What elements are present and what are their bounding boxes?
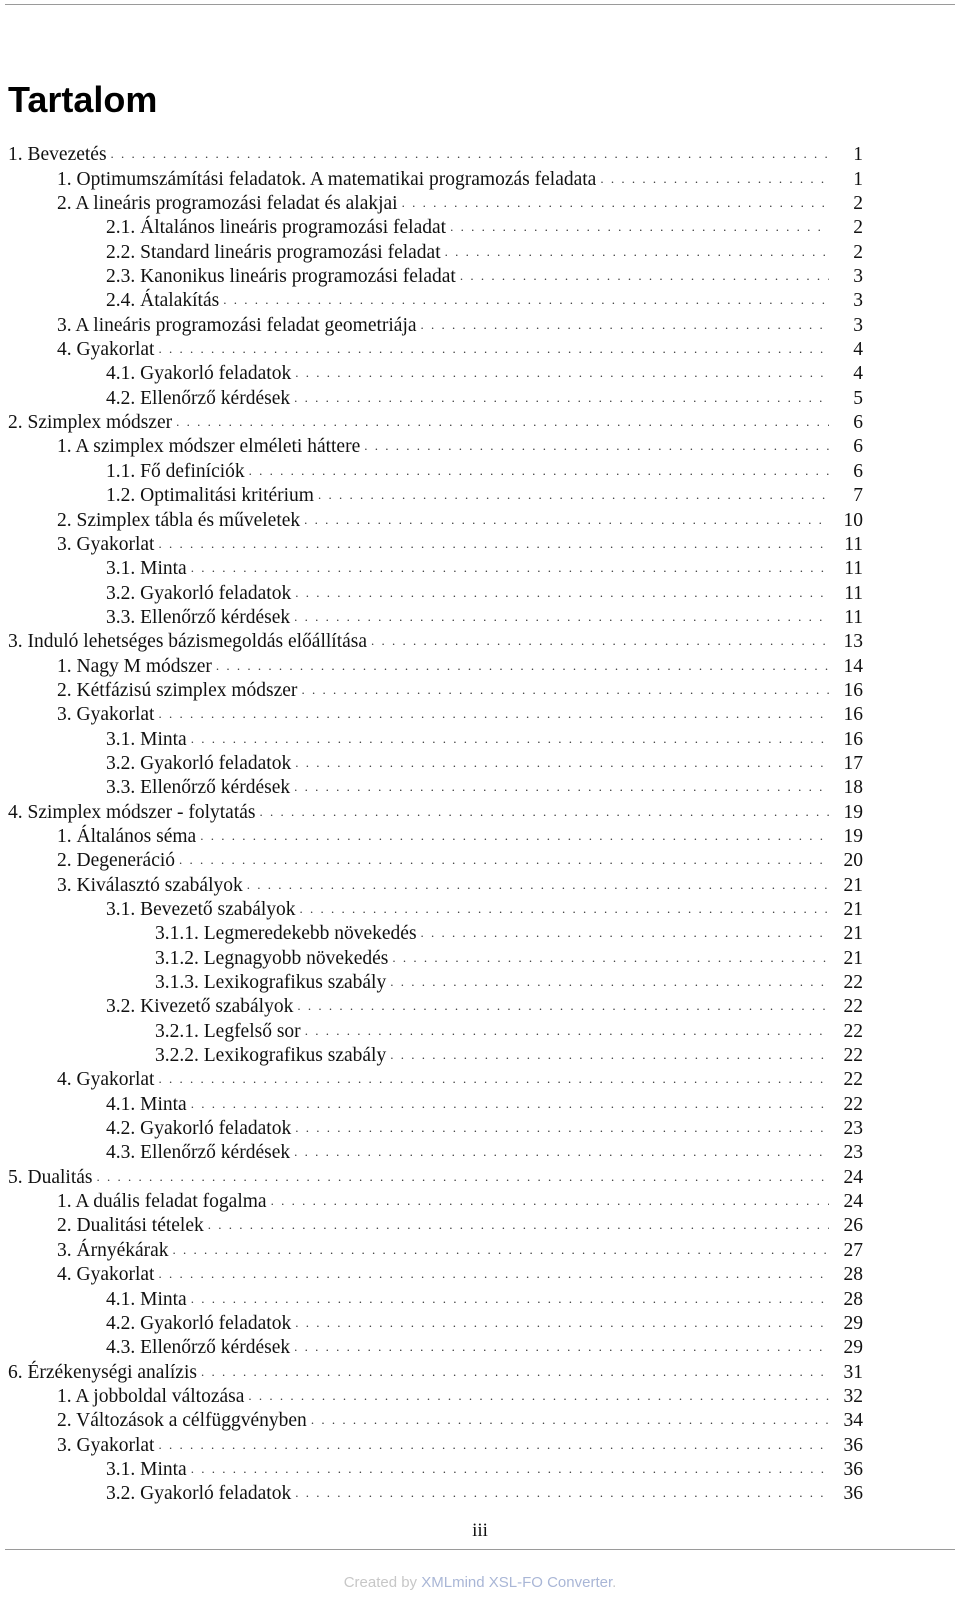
- toc-entry-label[interactable]: 3. Árnyékárak: [57, 1239, 169, 1261]
- toc-entry-page[interactable]: 31: [843, 1361, 863, 1383]
- toc-entry-label[interactable]: 3. A lineáris programozási feladat geometriája: [57, 314, 417, 336]
- footer-credit: [0, 1574, 960, 1591]
- toc-entry-label[interactable]: 3. Gyakorlat: [57, 704, 155, 726]
- toc-leader-dots: [421, 925, 829, 941]
- toc-entry-label[interactable]: 3.1. Minta: [106, 558, 187, 580]
- toc-entry-page[interactable]: 1: [853, 168, 863, 190]
- toc-entry-label[interactable]: 1. Általános séma: [57, 825, 197, 847]
- toc-entry[interactable]: [8, 1384, 863, 1408]
- toc-entry-page[interactable]: 22: [843, 1020, 863, 1042]
- toc-entry-page[interactable]: 5: [853, 387, 863, 409]
- toc-entry-page[interactable]: 17: [843, 752, 863, 774]
- toc-entry[interactable]: [8, 1432, 863, 1456]
- toc-entry[interactable]: [8, 458, 863, 482]
- toc-entry-label[interactable]: 3.3. Ellenőrző kérdések: [106, 606, 291, 628]
- toc-entry-page[interactable]: 6: [853, 436, 863, 458]
- toc-leader-dots: [158, 706, 829, 722]
- toc-entry-page[interactable]: 11: [844, 558, 863, 580]
- toc-entry-page[interactable]: 16: [843, 704, 863, 726]
- toc-entry-label[interactable]: 2. A lineáris programozási feladat és alakjai: [57, 193, 398, 215]
- toc-leader-dots: [96, 1169, 829, 1185]
- toc-entry-page[interactable]: 21: [843, 874, 863, 896]
- toc-leader-dots: [247, 877, 829, 893]
- toc-entry-label[interactable]: 1. A duális feladat fogalma: [57, 1191, 267, 1213]
- toc-leader-dots: [294, 390, 829, 406]
- toc-leader-dots: [294, 1339, 829, 1355]
- toc-entry-page[interactable]: 27: [843, 1239, 863, 1261]
- toc-entry[interactable]: [8, 848, 863, 872]
- toc-entry[interactable]: [8, 653, 863, 677]
- toc-entry-label[interactable]: 4.2. Gyakorló feladatok: [106, 1312, 292, 1334]
- toc-entry-page[interactable]: 14: [843, 655, 863, 677]
- toc-leader-dots: [216, 658, 829, 674]
- toc-entry[interactable]: [8, 410, 863, 434]
- toc-entry-page[interactable]: 21: [843, 899, 863, 920]
- toc-leader-dots: [158, 536, 829, 552]
- toc-entry[interactable]: [8, 872, 863, 896]
- toc-entry-label[interactable]: 4. Szimplex módszer - folytatás: [8, 801, 256, 823]
- toc-leader-dots: [176, 414, 829, 430]
- toc-leader-dots: [295, 1120, 829, 1136]
- toc-entry-page[interactable]: 4: [853, 363, 863, 385]
- toc-leader-dots: [295, 585, 829, 601]
- toc-entry[interactable]: [8, 994, 863, 1018]
- toc-entry[interactable]: [8, 1359, 863, 1383]
- toc-leader-dots: [390, 974, 829, 990]
- toc-entry[interactable]: [8, 751, 863, 775]
- toc-entry-label[interactable]: 1. Bevezetés: [8, 144, 107, 166]
- toc-entry[interactable]: [8, 897, 863, 921]
- page-number: iii: [472, 1520, 488, 1541]
- toc-entry[interactable]: [8, 1164, 863, 1188]
- toc-entry-label[interactable]: 3.2.2. Lexikografikus szabály: [155, 1045, 387, 1067]
- toc-entry[interactable]: [8, 1237, 863, 1261]
- toc-leader-dots: [294, 609, 829, 625]
- toc-leader-dots: [248, 1388, 829, 1404]
- footer-link[interactable]: XMLmind XSL-FO Converter: [421, 1574, 613, 1591]
- toc-entry-page[interactable]: 2: [853, 193, 863, 215]
- toc-entry[interactable]: [8, 945, 863, 969]
- toc-entry[interactable]: [8, 337, 863, 361]
- toc-entry-page[interactable]: 28: [843, 1288, 863, 1310]
- toc-entry-page[interactable]: 22: [843, 996, 863, 1018]
- toc-entry-label[interactable]: 3.1. Minta: [106, 1458, 187, 1480]
- toc-entry[interactable]: [8, 556, 863, 580]
- toc-leader-dots: [294, 779, 829, 795]
- toc-leader-dots: [179, 852, 829, 868]
- toc-entry[interactable]: [8, 483, 863, 507]
- toc-entry-page[interactable]: 2: [853, 217, 863, 239]
- toc-entry[interactable]: [8, 1091, 863, 1115]
- toc-leader-dots: [191, 1461, 829, 1477]
- toc-leader-dots: [158, 1071, 829, 1087]
- toc-entry-label[interactable]: 2. Dualitási tételek: [57, 1215, 204, 1237]
- toc-leader-dots: [371, 633, 829, 649]
- toc-leader-dots: [297, 998, 829, 1014]
- toc-entry[interactable]: [8, 288, 863, 312]
- toc-entry-label[interactable]: 1. A jobboldal változása: [57, 1385, 245, 1407]
- toc-entry[interactable]: [8, 1481, 863, 1505]
- toc-leader-dots: [158, 1437, 829, 1453]
- toc-entry-label[interactable]: 4.2. Ellenőrző kérdések: [106, 387, 291, 409]
- toc-leader-dots: [311, 1412, 829, 1428]
- toc-entry[interactable]: [8, 1213, 863, 1237]
- toc-leader-dots: [191, 731, 829, 747]
- toc-entry-page[interactable]: 21: [843, 947, 863, 969]
- toc-leader-dots: [295, 1315, 829, 1331]
- toc-entry-page[interactable]: 22: [843, 972, 863, 994]
- toc-leader-dots: [208, 1217, 829, 1233]
- toc-entry-label[interactable]: 4.1. Gyakorló feladatok: [106, 363, 292, 385]
- toc-entry-label[interactable]: 3.2.1. Legfelső sor: [155, 1020, 301, 1042]
- footer-prefix: Created by: [343, 1574, 422, 1591]
- toc-entry-page[interactable]: 34: [843, 1410, 863, 1432]
- toc-entry-label[interactable]: 3.1.3. Lexikografikus szabály: [155, 972, 387, 994]
- toc-entry-page[interactable]: 29: [843, 1312, 863, 1334]
- toc-entry-label[interactable]: 3. Kiválasztó szabályok: [57, 874, 243, 896]
- toc-leader-dots: [295, 365, 829, 381]
- toc-entry-label[interactable]: 2. Degeneráció: [57, 850, 176, 872]
- toc-entry-page[interactable]: 32: [843, 1385, 863, 1407]
- toc-leader-dots: [173, 1242, 829, 1258]
- toc-entry-label[interactable]: 2.4. Átalakítás: [106, 290, 220, 312]
- table-of-contents: [8, 142, 863, 1505]
- toc-entry-page[interactable]: 11: [844, 582, 863, 604]
- toc-entry-label[interactable]: 3.1. Minta: [106, 728, 187, 750]
- toc-leader-dots: [445, 244, 829, 260]
- toc-entry[interactable]: [8, 1189, 863, 1213]
- toc-entry-label[interactable]: 4.1. Minta: [106, 1288, 187, 1310]
- toc-entry-page[interactable]: 11: [844, 606, 863, 628]
- toc-leader-dots: [364, 438, 829, 454]
- toc-entry-page[interactable]: 18: [843, 777, 863, 799]
- top-rule: [5, 4, 955, 5]
- toc-entry-page[interactable]: 6: [853, 412, 863, 434]
- toc-entry[interactable]: [8, 1408, 863, 1432]
- toc-entry-page[interactable]: 22: [843, 1069, 863, 1091]
- toc-entry-page[interactable]: 22: [843, 1045, 863, 1067]
- toc-entry-label[interactable]: 2. Szimplex módszer: [8, 412, 173, 434]
- toc-entry[interactable]: [8, 1311, 863, 1335]
- toc-entry[interactable]: [8, 264, 863, 288]
- toc-entry-label[interactable]: 2.2. Standard lineáris programozási feladat: [106, 241, 441, 263]
- toc-leader-dots: [295, 755, 829, 771]
- toc-entry[interactable]: [8, 629, 863, 653]
- toc-entry-page[interactable]: 24: [843, 1191, 863, 1213]
- toc-leader-dots: [271, 1193, 829, 1209]
- toc-leader-dots: [304, 512, 829, 528]
- toc-entry-label[interactable]: 4.3. Ellenőrző kérdések: [106, 1337, 291, 1359]
- toc-entry[interactable]: [8, 580, 863, 604]
- toc-entry-label[interactable]: 1. Optimumszámítási feladatok. A matematikai programozás feladata: [57, 168, 597, 190]
- toc-entry[interactable]: [8, 970, 863, 994]
- toc-entry[interactable]: [8, 678, 863, 702]
- toc-leader-dots: [249, 463, 829, 479]
- toc-entry-label[interactable]: 3. Gyakorlat: [57, 533, 155, 555]
- toc-entry-label[interactable]: 5. Dualitás: [8, 1166, 93, 1188]
- toc-leader-dots: [295, 1485, 829, 1501]
- toc-leader-dots: [191, 1096, 829, 1112]
- toc-entry-page[interactable]: 21: [843, 923, 863, 945]
- toc-entry-page[interactable]: 26: [843, 1215, 863, 1237]
- toc-entry-page[interactable]: 19: [843, 825, 863, 847]
- toc-entry-label[interactable]: 1.1. Fő definíciók: [106, 460, 245, 482]
- toc-entry-label[interactable]: 2. Kétfázisú szimplex módszer: [57, 679, 298, 701]
- toc-entry[interactable]: [8, 824, 863, 848]
- toc-entry-page[interactable]: 28: [843, 1264, 863, 1286]
- toc-entry[interactable]: [8, 799, 863, 823]
- toc-entry-label[interactable]: 4. Gyakorlat: [57, 339, 155, 361]
- toc-leader-dots: [223, 292, 829, 308]
- toc-leader-dots: [421, 317, 829, 333]
- toc-entry[interactable]: [8, 1140, 863, 1164]
- toc-entry-label[interactable]: 3. Induló lehetséges bázismegoldás előállítása: [8, 631, 368, 653]
- toc-entry[interactable]: [8, 1457, 863, 1481]
- toc-entry-page[interactable]: 10: [843, 509, 863, 531]
- toc-entry[interactable]: [8, 191, 863, 215]
- toc-entry[interactable]: [8, 1262, 863, 1286]
- toc-leader-dots: [259, 804, 829, 820]
- toc-entry-page[interactable]: 3: [853, 314, 863, 336]
- toc-entry-page[interactable]: 36: [843, 1458, 863, 1480]
- toc-entry-page[interactable]: 22: [843, 1093, 863, 1115]
- toc-entry-page[interactable]: 36: [843, 1483, 863, 1505]
- toc-entry[interactable]: [8, 921, 863, 945]
- toc-leader-dots: [301, 682, 829, 698]
- footer-suffix: .: [612, 1574, 617, 1591]
- toc-entry[interactable]: [8, 726, 863, 750]
- toc-entry-page[interactable]: 1: [853, 144, 863, 166]
- toc-entry-page[interactable]: 3: [853, 290, 863, 312]
- toc-entry[interactable]: [8, 142, 863, 166]
- toc-entry[interactable]: [8, 239, 863, 263]
- toc-leader-dots: [390, 1047, 829, 1063]
- toc-entry-label[interactable]: 4.3. Ellenőrző kérdések: [106, 1142, 291, 1164]
- toc-leader-dots: [392, 950, 829, 966]
- toc-leader-dots: [402, 195, 829, 211]
- toc-entry-label[interactable]: 4. Gyakorlat: [57, 1264, 155, 1286]
- toc-entry-label[interactable]: 3.3. Ellenőrző kérdések: [106, 777, 291, 799]
- toc-entry-label[interactable]: 1. Nagy M módszer: [57, 655, 212, 677]
- toc-leader-dots: [111, 146, 829, 162]
- toc-entry-label[interactable]: 3.2. Kivezető szabályok: [106, 996, 294, 1018]
- toc-entry[interactable]: [8, 775, 863, 799]
- toc-leader-dots: [201, 1364, 829, 1380]
- toc-entry-label[interactable]: 1. A szimplex módszer elméleti háttere: [57, 436, 361, 458]
- toc-entry[interactable]: [8, 605, 863, 629]
- toc-entry-page[interactable]: 7: [853, 485, 863, 507]
- toc-leader-dots: [450, 219, 829, 235]
- toc-entry-page[interactable]: 13: [843, 631, 863, 653]
- toc-entry[interactable]: [8, 702, 863, 726]
- toc-leader-dots: [305, 1023, 829, 1039]
- toc-leader-dots: [200, 828, 829, 844]
- page-title: Tartalom: [8, 79, 158, 120]
- toc-entry-page[interactable]: 6: [853, 460, 863, 482]
- toc-entry[interactable]: [8, 385, 863, 409]
- toc-leader-dots: [294, 1144, 829, 1160]
- toc-entry[interactable]: [8, 1335, 863, 1359]
- toc-entry-page[interactable]: 2: [853, 241, 863, 263]
- toc-entry-page[interactable]: 16: [843, 679, 863, 701]
- toc-entry-label[interactable]: 3.2. Gyakorló feladatok: [106, 752, 292, 774]
- toc-entry-label[interactable]: 4.1. Minta: [106, 1093, 187, 1115]
- toc-leader-dots: [318, 487, 829, 503]
- toc-entry[interactable]: [8, 1018, 863, 1042]
- toc-entry[interactable]: [8, 312, 863, 336]
- toc-entry-label[interactable]: 4.2. Gyakorló feladatok: [106, 1118, 292, 1140]
- toc-entry-page[interactable]: 19: [843, 801, 863, 823]
- toc-entry[interactable]: [8, 166, 863, 190]
- toc-entry-page[interactable]: 36: [843, 1434, 863, 1456]
- bottom-rule: [5, 1549, 955, 1550]
- toc-entry-label[interactable]: 3.1.2. Legnagyobb növekedés: [155, 947, 389, 969]
- toc-entry[interactable]: [8, 1286, 863, 1310]
- toc-entry[interactable]: [8, 1116, 863, 1140]
- toc-entry-page[interactable]: 29: [843, 1337, 863, 1359]
- toc-leader-dots: [191, 1291, 829, 1307]
- toc-entry[interactable]: [8, 215, 863, 239]
- toc-leader-dots: [158, 1266, 829, 1282]
- toc-entry[interactable]: [8, 507, 863, 531]
- toc-entry-page[interactable]: 23: [843, 1118, 863, 1140]
- toc-leader-dots: [300, 901, 829, 917]
- toc-leader-dots: [191, 560, 829, 576]
- toc-entry-page[interactable]: 4: [853, 339, 863, 361]
- toc-entry-label[interactable]: 2.1. Általános lineáris programozási feladat: [106, 217, 447, 239]
- toc-entry-label[interactable]: 2. Változások a célfüggvényben: [57, 1410, 307, 1432]
- toc-entry-label[interactable]: 3.2. Gyakorló feladatok: [106, 1483, 292, 1505]
- toc-leader-dots: [158, 341, 829, 357]
- toc-entry-page[interactable]: 11: [844, 533, 863, 555]
- toc-entry[interactable]: [8, 361, 863, 385]
- toc-entry-label[interactable]: 3.1.1. Legmeredekebb növekedés: [155, 923, 417, 945]
- toc-entry-label[interactable]: 3.2. Gyakorló feladatok: [106, 582, 292, 604]
- toc-entry-page[interactable]: 16: [843, 728, 863, 750]
- toc-entry[interactable]: [8, 532, 863, 556]
- toc-entry[interactable]: [8, 434, 863, 458]
- toc-entry-label[interactable]: 3. Gyakorlat: [57, 1434, 155, 1456]
- toc-entry-label[interactable]: 4. Gyakorlat: [57, 1069, 155, 1091]
- toc-entry-label[interactable]: 2.3. Kanonikus lineáris programozási feladat: [106, 266, 456, 288]
- toc-entry-page[interactable]: 24: [843, 1166, 863, 1188]
- toc-entry-label[interactable]: 6. Érzékenységi analízis: [8, 1361, 197, 1383]
- toc-entry-page[interactable]: 3: [853, 266, 863, 288]
- toc-leader-dots: [600, 171, 829, 187]
- toc-entry-label[interactable]: 2. Szimplex tábla és műveletek: [57, 509, 301, 531]
- toc-entry-page[interactable]: 23: [843, 1142, 863, 1164]
- toc-entry[interactable]: [8, 1043, 863, 1067]
- toc-entry[interactable]: [8, 1067, 863, 1091]
- toc-leader-dots: [460, 268, 829, 284]
- toc-entry-label[interactable]: 1.2. Optimalitási kritérium: [106, 485, 314, 507]
- toc-entry-label[interactable]: 3.1. Bevezető szabályok: [106, 899, 296, 920]
- toc-entry-page[interactable]: 20: [843, 850, 863, 872]
